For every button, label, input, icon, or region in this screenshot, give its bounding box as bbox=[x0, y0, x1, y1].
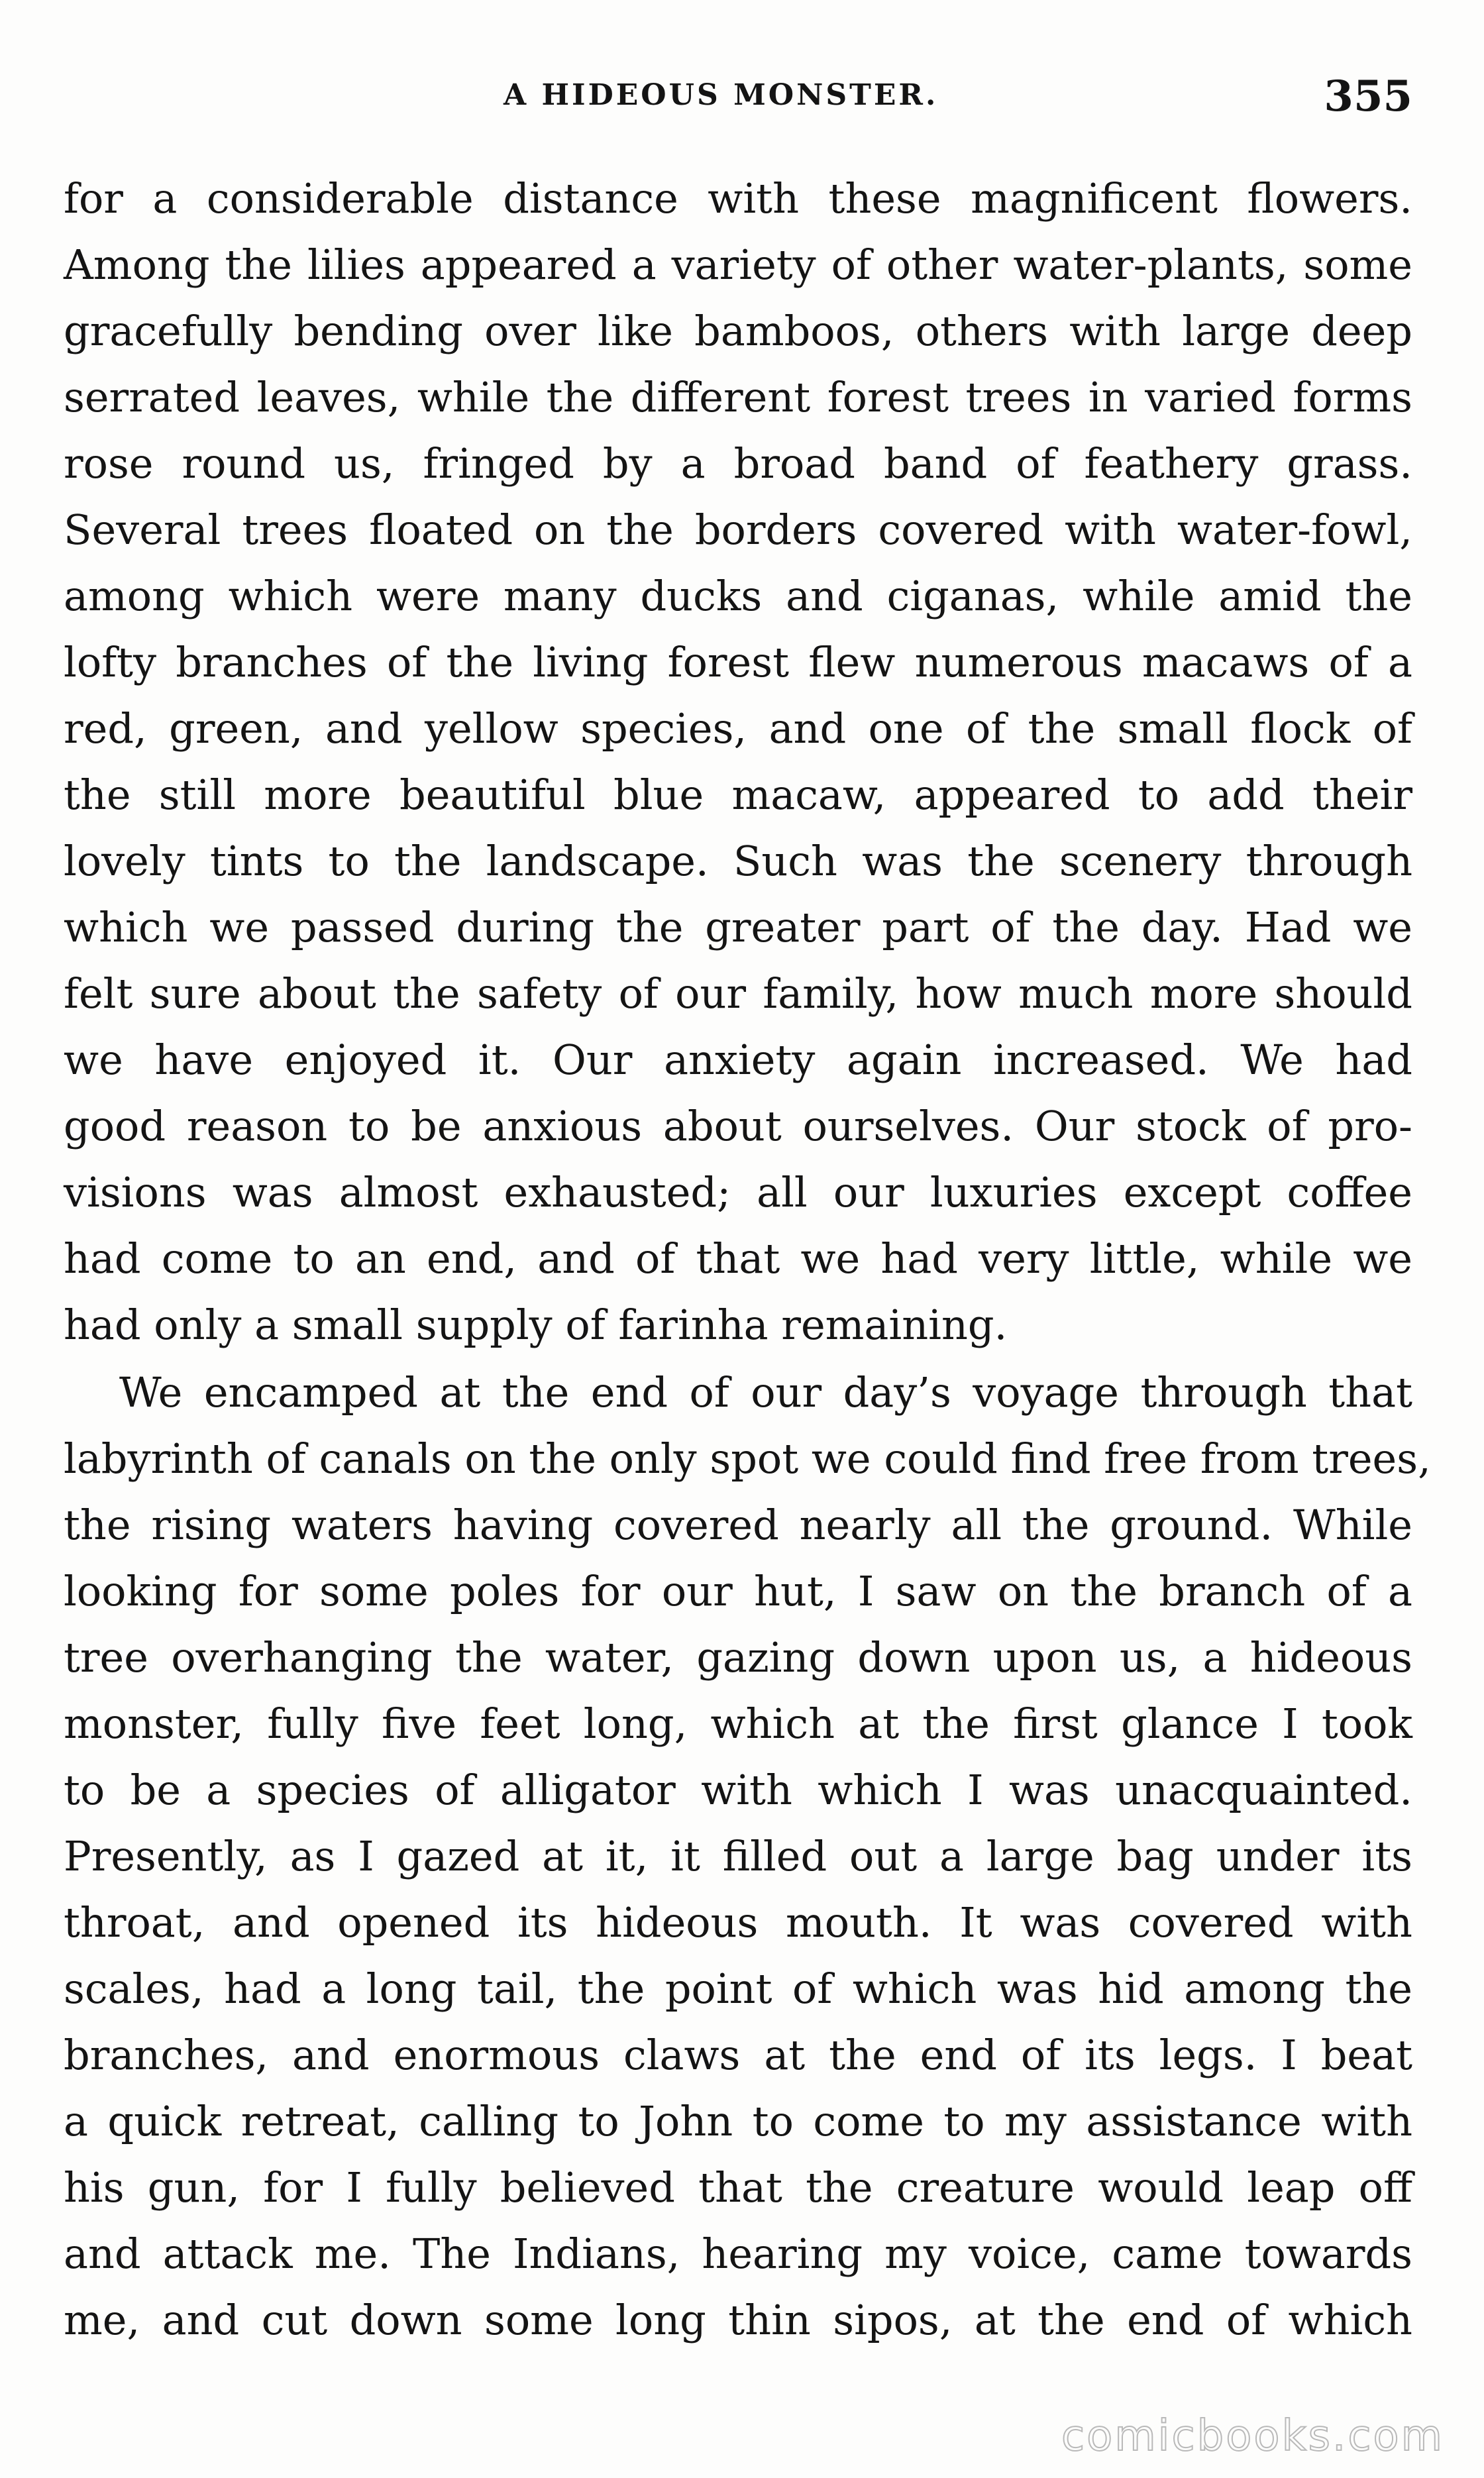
text-line: gracefully bending over like bamboos, others with large deep bbox=[64, 307, 1412, 355]
text-line: monster, fully five feet long, which at the first glance I took bbox=[64, 1699, 1412, 1748]
paragraph-2 bbox=[64, 1360, 1431, 2353]
text-line: had only a small supply of farinha remaining. bbox=[64, 1301, 1008, 1349]
text-line: good reason to be anxious about ourselves. Our stock of pro- bbox=[64, 1102, 1412, 1150]
text-line: felt sure about the safety of our family, how much more should bbox=[64, 969, 1412, 1018]
text-line: labyrinth of canals on the only spot we could find free from trees, bbox=[64, 1434, 1431, 1483]
running-title: A HIDEOUS MONSTER. bbox=[504, 78, 939, 112]
text-line: the rising waters having covered nearly all the ground. While bbox=[64, 1501, 1412, 1549]
text-line: to be a species of alligator with which I was unacquainted. bbox=[64, 1766, 1412, 1814]
text-line: me, and cut down some long thin sipos, at the end of which bbox=[64, 2296, 1412, 2344]
text-line: red, green, and yellow species, and one of the small flock of bbox=[64, 704, 1412, 753]
text-line: had come to an end, and of that we had very little, while we bbox=[64, 1234, 1412, 1283]
body-text bbox=[64, 166, 1431, 2353]
text-line: we have enjoyed it. Our anxiety again increased. We had bbox=[64, 1036, 1412, 1084]
watermark: comicbooks.com bbox=[1061, 2412, 1444, 2461]
text-line: throat, and opened its hideous mouth. It was covered with bbox=[64, 1898, 1412, 1947]
text-line: branches, and enormous claws at the end of its legs. I beat bbox=[64, 2031, 1412, 2079]
text-line: We encamped at the end of our day’s voyage through that bbox=[119, 1368, 1412, 1417]
text-line: a quick retreat, calling to John to come to my assistance with bbox=[64, 2097, 1412, 2145]
text-line: Presently, as I gazed at it, it filled out a large bag under its bbox=[64, 1832, 1412, 1880]
text-line: rose round us, fringed by a broad band of feathery grass. bbox=[64, 439, 1412, 488]
text-line: Among the lilies appeared a variety of other water-plants, some bbox=[64, 241, 1412, 289]
text-line: his gun, for I fully believed that the creature would leap off bbox=[64, 2163, 1412, 2212]
text-line: Several trees floated on the borders covered with water-fowl, bbox=[64, 506, 1412, 554]
text-line: and attack me. The Indians, hearing my voice, came towards bbox=[64, 2230, 1412, 2278]
text-line: for a considerable distance with these magnificent flowers. bbox=[64, 174, 1412, 223]
text-line: tree overhanging the water, gazing down upon us, a hideous bbox=[64, 1633, 1412, 1682]
text-line: lofty branches of the living forest flew numerous macaws of a bbox=[64, 638, 1412, 686]
page-number: 355 bbox=[1324, 72, 1412, 121]
text-line: scales, had a long tail, the point of which was hid among the bbox=[64, 1965, 1412, 2013]
text-line: visions was almost exhausted; all our luxuries except coffee bbox=[64, 1168, 1412, 1216]
text-line: serrated leaves, while the different forest trees in varied forms bbox=[64, 373, 1412, 421]
text-line: lovely tints to the landscape. Such was the scenery through bbox=[64, 837, 1412, 885]
text-line: which we passed during the greater part of the day. Had we bbox=[64, 903, 1412, 951]
text-line: looking for some poles for our hut, I saw on the branch of a bbox=[64, 1567, 1412, 1615]
text-line: the still more beautiful blue macaw, appeared to add their bbox=[64, 771, 1412, 819]
text-line: among which were many ducks and ciganas, while amid the bbox=[64, 572, 1412, 620]
paragraph-1 bbox=[64, 166, 1412, 1358]
running-head bbox=[0, 72, 1484, 125]
